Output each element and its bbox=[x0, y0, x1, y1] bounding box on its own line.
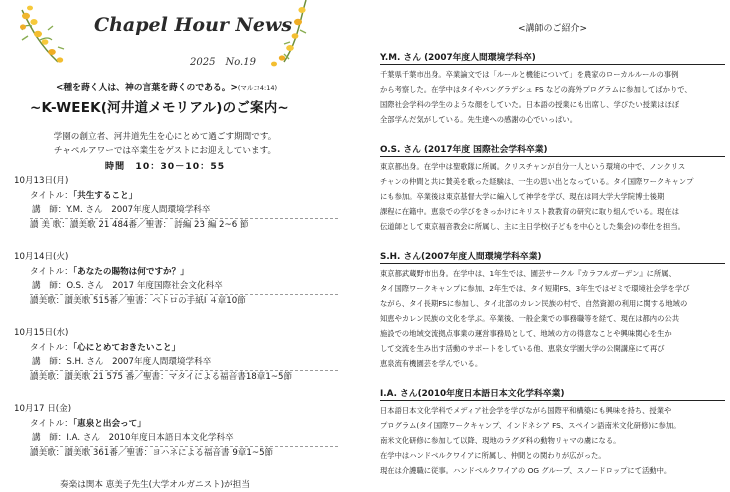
schedule-speaker: 講 師：S.H. さん 2007年度人間環境学科卒 bbox=[32, 357, 212, 367]
bio-line: 課程に在籍中。恵泉での学びをきっかけにキリスト教教育の研究に取り組んでいる。現在は bbox=[380, 207, 680, 216]
bio-line: 南米文化研修に参加して以降、現地のラグダ科の動物リャマの虜になる。 bbox=[380, 436, 621, 445]
schedule-title-row bbox=[14, 265, 344, 280]
bio-line: 国際社会学科の学生のような顔をしていた。日本語の授業にも出席し、学びたい授業はほぼ bbox=[380, 100, 680, 109]
speaker-name: O.S. さん (2017年度 国際社会学科卒業) bbox=[380, 142, 725, 157]
bio-line: 恵泉流有機園芸を学んでいる。 bbox=[380, 359, 483, 368]
bio-line: チャンの仲間と共に賛美を歌った経験は、一生の思い出となっている。タイ国際ワークキャンプ bbox=[380, 177, 694, 186]
schedule-day-3 bbox=[14, 326, 344, 384]
speaker-name: I.A. さん(2010年度日本語日本文化学科卒業) bbox=[380, 386, 725, 401]
bio-line: 東京都武蔵野市出身。在学中は、1年生では、園芸サークル『カラフルガーデン』に所属、 bbox=[380, 269, 676, 278]
speaker-bio bbox=[380, 67, 725, 127]
bio-line: 施設での地域交流拠点事業の運営事務局として、地域の方の得意なことや興味関心を生か bbox=[380, 329, 672, 338]
schedule-hymn-scripture: 讃美歌：讃美歌 515番／聖書：ペトロの手紙Ⅰ ４章10節 bbox=[30, 295, 246, 306]
bio-line: 日本語日本文化学科でメディア社会学を学びながら国際平和構築にも興味を持ち、授業や bbox=[380, 406, 672, 415]
schedule-day-4 bbox=[14, 402, 344, 460]
schedule-hymn-scripture: 讃美歌：讃美歌 21 575 番／聖書：マタイによる福音書18章1~5節 bbox=[30, 371, 293, 382]
speaker-name: S.H. さん(2007年度人間環境学科卒業) bbox=[380, 249, 725, 264]
schedule-day-1 bbox=[14, 174, 344, 232]
schedule-title-row bbox=[14, 189, 344, 204]
event-time: 時間 10：30－10：55 bbox=[104, 161, 226, 172]
speaker-bio bbox=[380, 159, 725, 234]
speaker-bio bbox=[380, 403, 725, 478]
issue-number: 2025 No.19 bbox=[190, 57, 256, 68]
divider bbox=[30, 218, 338, 219]
schedule-title-label: タイトル： bbox=[30, 342, 73, 353]
bio-line: 在学中はハンドベルクワイアに所属し、仲間との関わりが広がった。 bbox=[380, 451, 606, 460]
newsletter-title: Chapel Hour News bbox=[94, 14, 293, 36]
schedule-day-2 bbox=[14, 250, 344, 308]
newsletter-banner bbox=[14, 0, 314, 80]
schedule-speaker: 講 師：I.A. さん 2010年度日本語日本文化学科卒 bbox=[32, 433, 234, 443]
schedule-title: 「心にとめておきたいこと」 bbox=[72, 342, 181, 353]
schedule-title-row bbox=[14, 417, 344, 432]
event-intro-line-2: チャペルアワーでは卒業生をゲストにお迎えしています。 bbox=[53, 146, 277, 156]
schedule-title-row bbox=[14, 341, 344, 356]
schedule-title: 「あなたの賜物は何ですか？」 bbox=[72, 266, 189, 277]
organist-note: 奏楽は関本 恵美子先生(大学オルガニスト)が担当 bbox=[60, 480, 250, 490]
bio-line: 千葉県千葉市出身。卒業論文では「ルールと機能について」を農家のローカルルールの事例 bbox=[380, 70, 679, 79]
speaker-bio bbox=[380, 266, 725, 371]
bio-line: プログラム(タイ国際ワークキャンプ、インドネシア FS、スペイン語南米文化研修)に参加。 bbox=[380, 421, 681, 430]
bio-line: 東京都出身。在学中は聖歌隊に所属。クリスチャンが自分一人という環境の中で、ノンクリス bbox=[380, 162, 686, 171]
schedule-date: 10月13日(月) bbox=[14, 176, 69, 186]
bio-line: 全部学んだ気がしている。先生達への感謝の心でいっぱい。 bbox=[380, 115, 578, 124]
divider bbox=[30, 294, 338, 295]
bio-line: して交流を生み出す活動のサポートをしている他、恵泉女学園大学の公開講座にて再び bbox=[380, 344, 665, 353]
schedule-title: 「共生すること」 bbox=[72, 190, 138, 201]
schedule-speaker: 講 師：O.S. さん 2017 年度国際社会文化科卒 bbox=[32, 281, 223, 291]
schedule-speaker: 講 師：Y.M. さん 2007年度人間環境学科卒 bbox=[32, 205, 211, 215]
schedule-title-label: タイトル： bbox=[30, 418, 73, 429]
schedule-title-label: タイトル： bbox=[30, 266, 73, 277]
schedule-date: 10月15日(水) bbox=[14, 328, 69, 338]
speaker-name: Y.M. さん (2007年度人間環境学科卒) bbox=[380, 50, 725, 65]
bio-line: タイ国際ワークキャンプに参加、2年生では、タイ短期FS、3年生ではゼミで環境社会学を学び bbox=[380, 284, 690, 293]
bible-verse bbox=[56, 80, 277, 93]
bio-line: 伝道師として東京福音教会に所属し、主に主日学校(子どもを中心とした集会)の奉仕を担当。 bbox=[380, 222, 685, 231]
speaker-profile-3 bbox=[380, 249, 725, 371]
schedule-hymn-scripture: 讃美歌：讃美歌 361番／聖書：ヨハネによる福音書 9章1~5節 bbox=[30, 447, 274, 458]
divider bbox=[30, 446, 338, 447]
verse-reference: (マルコ4:14) bbox=[237, 84, 278, 92]
speaker-profile-1 bbox=[380, 50, 725, 127]
bio-line: にも参加。卒業後は東京基督大学に編入して神学を学び、現在は同大学大学院博士後期 bbox=[380, 192, 665, 201]
schedule-date: 10月17 日(金) bbox=[14, 404, 72, 414]
event-intro-line-1: 学園の創立者、河井道先生を心にとめて過ごす期間です。 bbox=[53, 132, 277, 142]
verse-text: <種を蒔く人は、神の言葉を蒔くのである。> bbox=[56, 83, 238, 93]
speakers-heading: <講師のご紹介> bbox=[517, 24, 588, 34]
bio-line: から考察した。在学中はタイやバングラデシュ FS などの海外プログラムに参加してばかりで、 bbox=[380, 85, 692, 94]
mimosa-vine-decoration bbox=[14, 0, 314, 80]
speakers-column bbox=[380, 0, 725, 492]
schedule-title: 「恵泉と出会って」 bbox=[72, 418, 146, 429]
speaker-profile-2 bbox=[380, 142, 725, 234]
schedule-title-label: タイトル： bbox=[30, 190, 73, 201]
speaker-profile-4 bbox=[380, 386, 725, 478]
schedule-hymn-scripture: 讃 美 歌：讃美歌 21 484番／聖書： 詩編 23 編 2~6 節 bbox=[30, 219, 249, 230]
bio-line: ながら、タイ長期FSに参加し、タイ北部のカレン民族の村で、自然資源の利用に関する地域の bbox=[380, 299, 688, 308]
divider bbox=[30, 370, 338, 371]
bio-line: 現在は介護職に従事。ハンドベルクワイアの OG グループ、スノードロップにて活動中。 bbox=[380, 466, 672, 475]
event-title: ~K-WEEK(河井道メモリアル)のご案内~ bbox=[30, 100, 289, 116]
bio-line: 知恵やカレン民族の文化を学ぶ。卒業後、一般企業での事務職等を経て、現在は都内の公共 bbox=[380, 314, 679, 323]
schedule-date: 10月14日(火) bbox=[14, 252, 69, 262]
